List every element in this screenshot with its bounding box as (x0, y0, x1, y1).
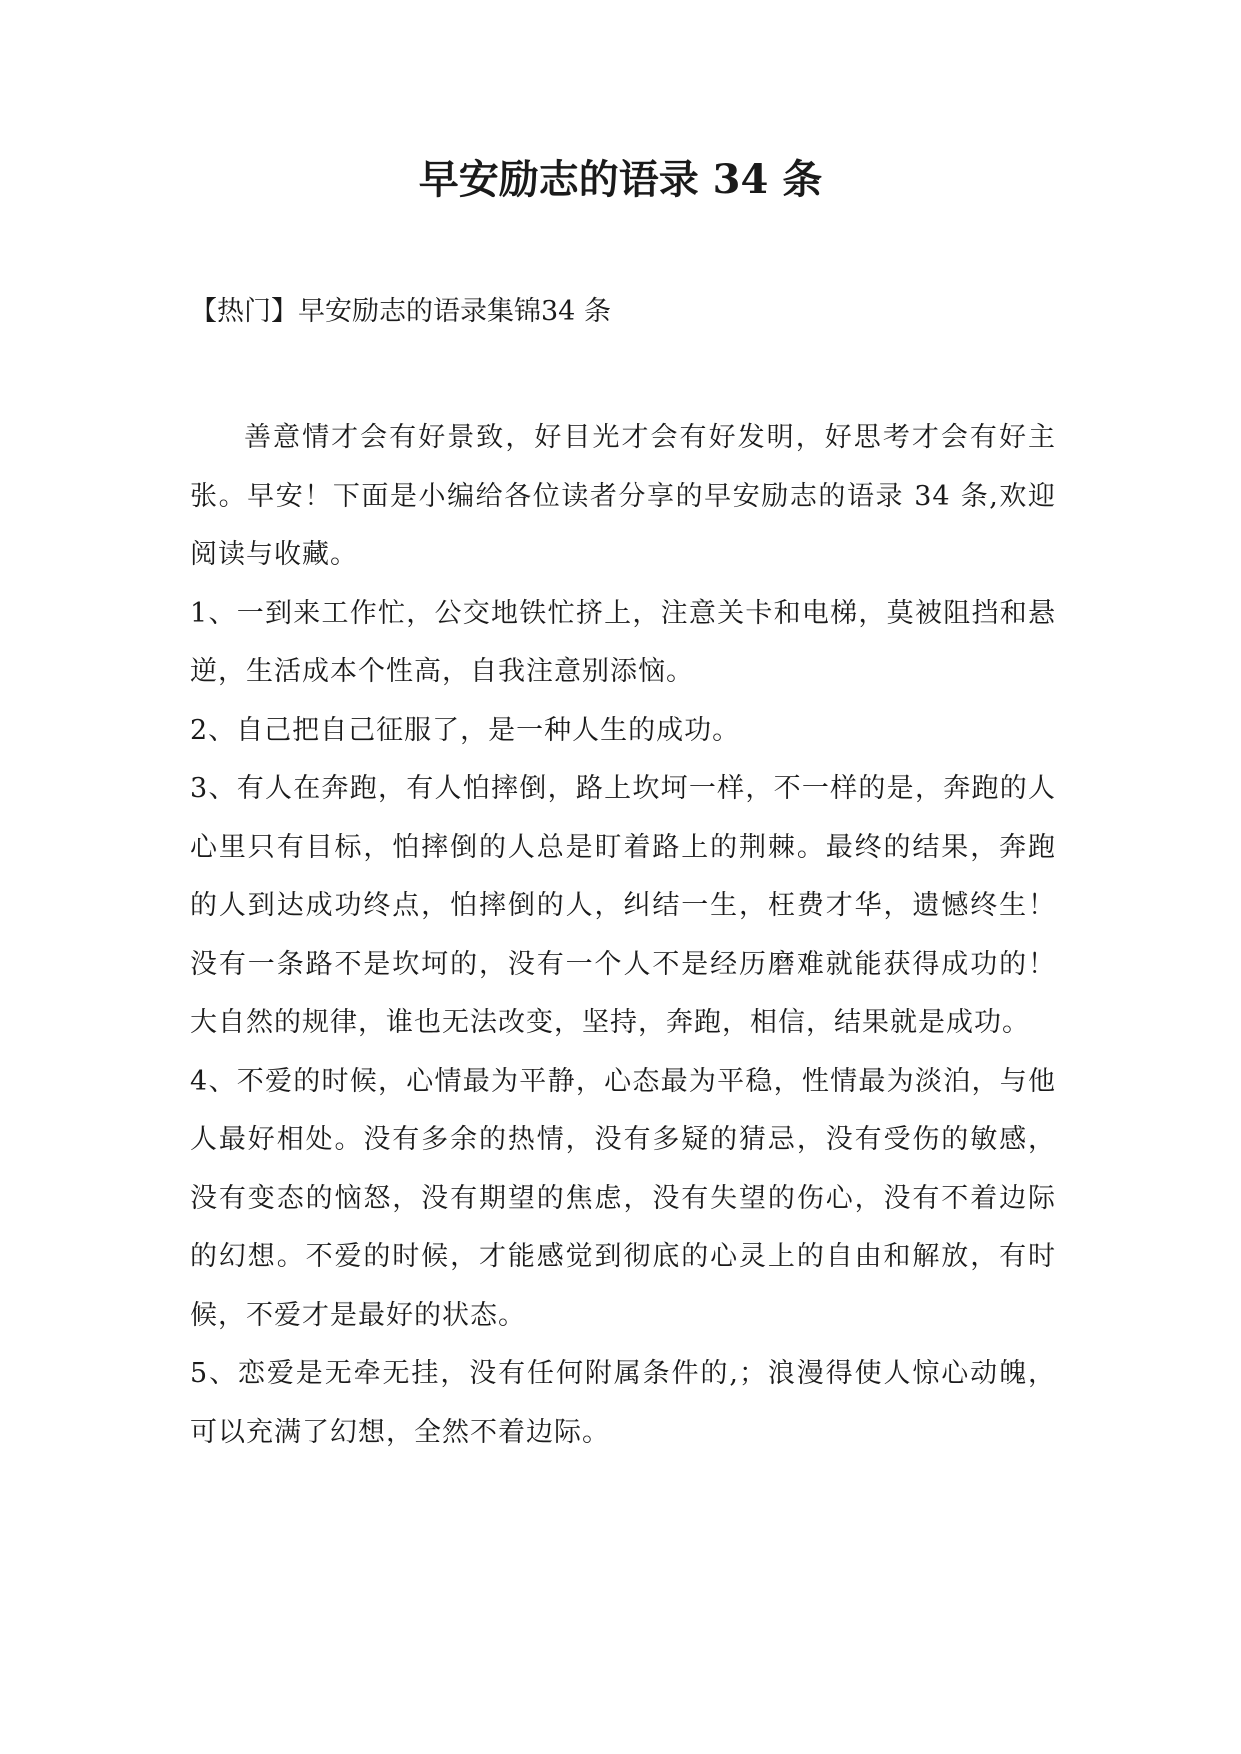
quote-item-1: 1、一到来工作忙，公交地铁忙挤上，注意关卡和电梯，莫被阻挡和悬逆，生活成本个性高，自我注意别添恼。 (190, 597, 1056, 687)
document-subtitle: 【热门】早安励志的语录集锦34 条 (190, 296, 611, 327)
document-body (190, 409, 1056, 1462)
quote-item-4: 4、不爱的时候，心情最为平静，心态最为平稳，性情最为淡泊，与他人最好相处。没有多余的热情，没有多疑的猜忌，没有受伤的敏感，没有变态的恼怒，没有期望的焦虑，没有失望的伤心，没有不着边际的幻想。不爱的时候，才能感觉到彻底的心灵上的自由和解放，有时候，不爱才是最好的状态。 (190, 1065, 1056, 1331)
document-title: 早安励志的语录 34 条 (418, 156, 823, 203)
quote-item-2: 2、自己把自己征服了，是一种人生的成功。 (190, 714, 741, 746)
quote-item-3: 3、有人在奔跑，有人怕摔倒，路上坎坷一样，不一样的是，奔跑的人心里只有目标，怕摔倒的人总是盯着路上的荆棘。最终的结果，奔跑的人到达成功终点，怕摔倒的人，纠结一生，枉费才华，遗憾终生！没有一条路不是坎坷的，没有一个人不是经历磨难就能获得成功的！大自然的规律，谁也无法改变，坚持，奔跑，相信，结果就是成功。 (190, 773, 1056, 1038)
quote-item-5: 5、恋爱是无牵无挂，没有任何附属条件的,；浪漫得使人惊心动魄，可以充满了幻想，全然不着边际。 (190, 1358, 1056, 1448)
intro-paragraph: 善意情才会有好景致，好目光才会有好发明，好思考才会有好主张。早安！下面是小编给各位读者分享的早安励志的语录 34 条,欢迎阅读与收藏。 (190, 422, 1056, 570)
